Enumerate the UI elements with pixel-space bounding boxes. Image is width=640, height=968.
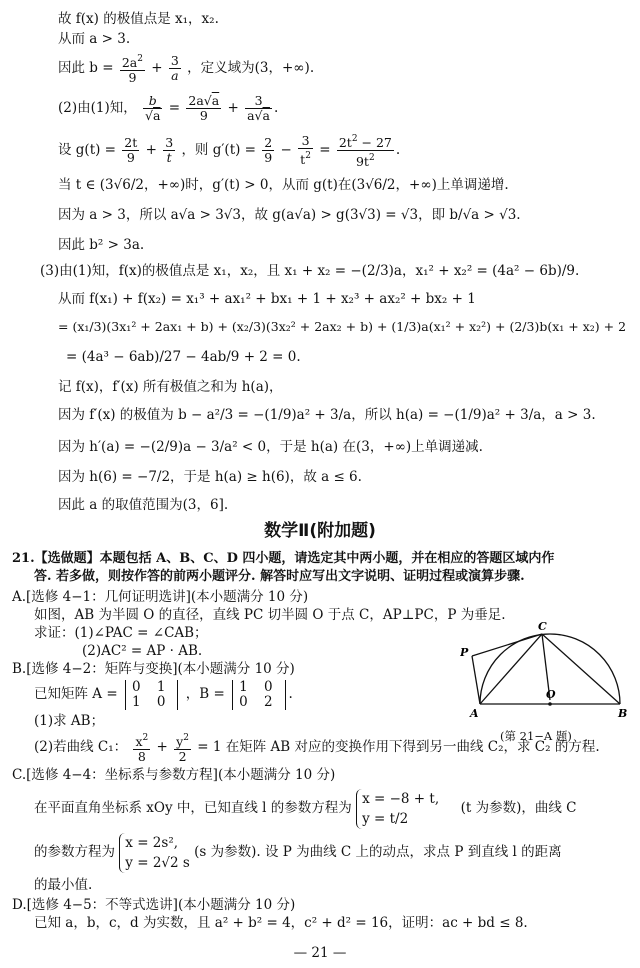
page-number: — 21 — bbox=[293, 945, 347, 961]
text-line: 从而 a > 3. bbox=[58, 31, 131, 47]
matrix-b: 1 0 0 2 bbox=[232, 680, 285, 710]
text-line: 因为 a > 3，所以 a√a > 3√3，故 g(a√a) > g(3√3) = √3，即 b/√a > √3. bbox=[58, 207, 521, 223]
formula-line: (2)若曲线 C₁： $\frac{x^2}{8}$ + $\frac{y^2}{2}$ = 1 在矩阵 AB 对应的变换作用下得到另一曲线 C₂，求 C₂ 的方程. bbox=[34, 733, 600, 764]
section-title: 数学Ⅱ(附加题) bbox=[264, 521, 376, 541]
matrix-a: 0 1 1 0 bbox=[125, 680, 178, 710]
formula-line: 在平面直角坐标系 xOy 中，已知直线 l 的参数方程为 x = −8 + t, y = t/2 (t 为参数)，曲线 C bbox=[34, 790, 577, 827]
parametric-system-line: x = −8 + t, y = t/2 bbox=[356, 789, 439, 829]
text-line: 因为 h(6) = −7/2，于是 h(a) ≥ h(6)，故 a ≤ 6. bbox=[58, 469, 362, 485]
text-line: 故 f(x) 的极值点是 x₁，x₂. bbox=[58, 11, 219, 27]
subquestion-a-head: A.[选修 4−1：几何证明选讲](本小题满分 10 分) bbox=[12, 589, 309, 605]
text-line: 如图，AB 为半圆 O 的直径，直线 PC 切半圆 O 于点 C，AP⊥PC，P 为垂足. bbox=[34, 607, 506, 623]
question-intro: 答. 若多做，则按作答的前两小题评分. 解答时应写出文字说明、证明过程或演算步骤. bbox=[34, 569, 525, 584]
subquestion-d-head: D.[选修 4−5：不等式选讲](本小题满分 10 分) bbox=[12, 897, 296, 913]
text-line: (2)AC² = AP · AB. bbox=[82, 643, 203, 659]
text-line: = (4a³ − 6ab)/27 − 4ab/9 + 2 = 0. bbox=[66, 349, 301, 365]
text-line: 因此 b² > 3a. bbox=[58, 237, 145, 253]
text-line: 已知 a，b，c，d 为实数，且 a² + b² = 4，c² + d² = 16，证明：ac + bd ≤ 8. bbox=[34, 915, 528, 931]
subquestion-b-head: B.[选修 4−2：矩阵与变换](本小题满分 10 分) bbox=[12, 661, 295, 677]
text-line: 求证：(1)∠PAC = ∠CAB； bbox=[34, 625, 208, 641]
formula-line: 设 g(t) = $\frac{2t}{9}$ + $\frac{3}{t}$ ，则 g′(t) = $\frac{2}{9}$ − $\frac{3}{t^2}$ = $\frac{2t^2 - 27}{9t^2}$ . bbox=[58, 133, 401, 169]
figure-label-a: A bbox=[470, 707, 479, 720]
formula-line: 的参数方程为 x = 2s², y = 2√2 s (s 为参数). 设 P 为曲线 C 上的动点，求点 P 到直线 l 的距离 bbox=[34, 834, 562, 871]
text-line: (3)由(1)知，f(x)的极值点是 x₁，x₂，且 x₁ + x₂ = −(2/3)a，x₁² + x₂² = (4a² − 6b)/9. bbox=[40, 263, 580, 279]
figure-caption: (第 21−A 题) bbox=[500, 729, 572, 743]
formula-line: 已知矩阵 A = 0 1 1 0 ，B = 1 0 0 2 . bbox=[34, 678, 293, 710]
figure-label-o: O bbox=[546, 688, 556, 701]
question-intro: 21.【选做题】本题包括 A、B、C、D 四小题，请选定其中两小题，并在相应的答题区域内作 bbox=[12, 551, 555, 566]
text-line: 从而 f(x₁) + f(x₂) = x₁³ + ax₁² + bx₁ + 1 + x₂³ + ax₂² + bx₂ + 1 bbox=[58, 291, 476, 307]
text-line: 记 f(x)，f′(x) 所有极值之和为 h(a)， bbox=[58, 379, 283, 395]
text-line: 的最小值. bbox=[34, 877, 93, 893]
formula-line: (2)由(1)知， $\frac{b}{√a}$ = $\frac{2a√a}{9}$ + $\frac{3}{a√a}$ . bbox=[58, 93, 279, 123]
figure-label-c: C bbox=[538, 620, 547, 633]
figure-label-b: B bbox=[618, 707, 628, 720]
text-line: 因为 f′(x) 的极值为 b − a²/3 = −(1/9)a² + 3/a，所以 h(a) = −(1/9)a² + 3/a，a > 3. bbox=[58, 407, 596, 423]
figure-label-p: P bbox=[460, 646, 469, 659]
text-line: 因为 h′(a) = −(2/9)a − 3/a² < 0，于是 h(a) 在(3，+∞)上单调递减. bbox=[58, 439, 483, 455]
text-line: 因此 a 的取值范围为(3，6]. bbox=[58, 497, 229, 513]
parametric-system-curve: x = 2s², y = 2√2 s bbox=[119, 833, 190, 873]
formula-line: 因此 b = $\frac{2a^2}{9}$ + $\frac{3}{a}$ ，定义域为(3，+∞). bbox=[58, 53, 315, 85]
text-line: (1)求 AB； bbox=[34, 713, 105, 729]
text-line: = (x₁/3)(3x₁² + 2ax₁ + b) + (x₂/3)(3x₂² + 2ax₂ + b) + (1/3)a(x₁² + x₂²) + (2/3)b(x₁ + x₂) + 2 bbox=[58, 319, 627, 334]
text-line: 当 t ∈ (3√6/2，+∞)时，g′(t) > 0，从而 g(t)在(3√6/2，+∞)上单调递增. bbox=[58, 177, 509, 193]
subquestion-c-head: C.[选修 4−4：坐标系与参数方程](本小题满分 10 分) bbox=[12, 767, 336, 783]
semicircle-figure bbox=[460, 620, 630, 730]
